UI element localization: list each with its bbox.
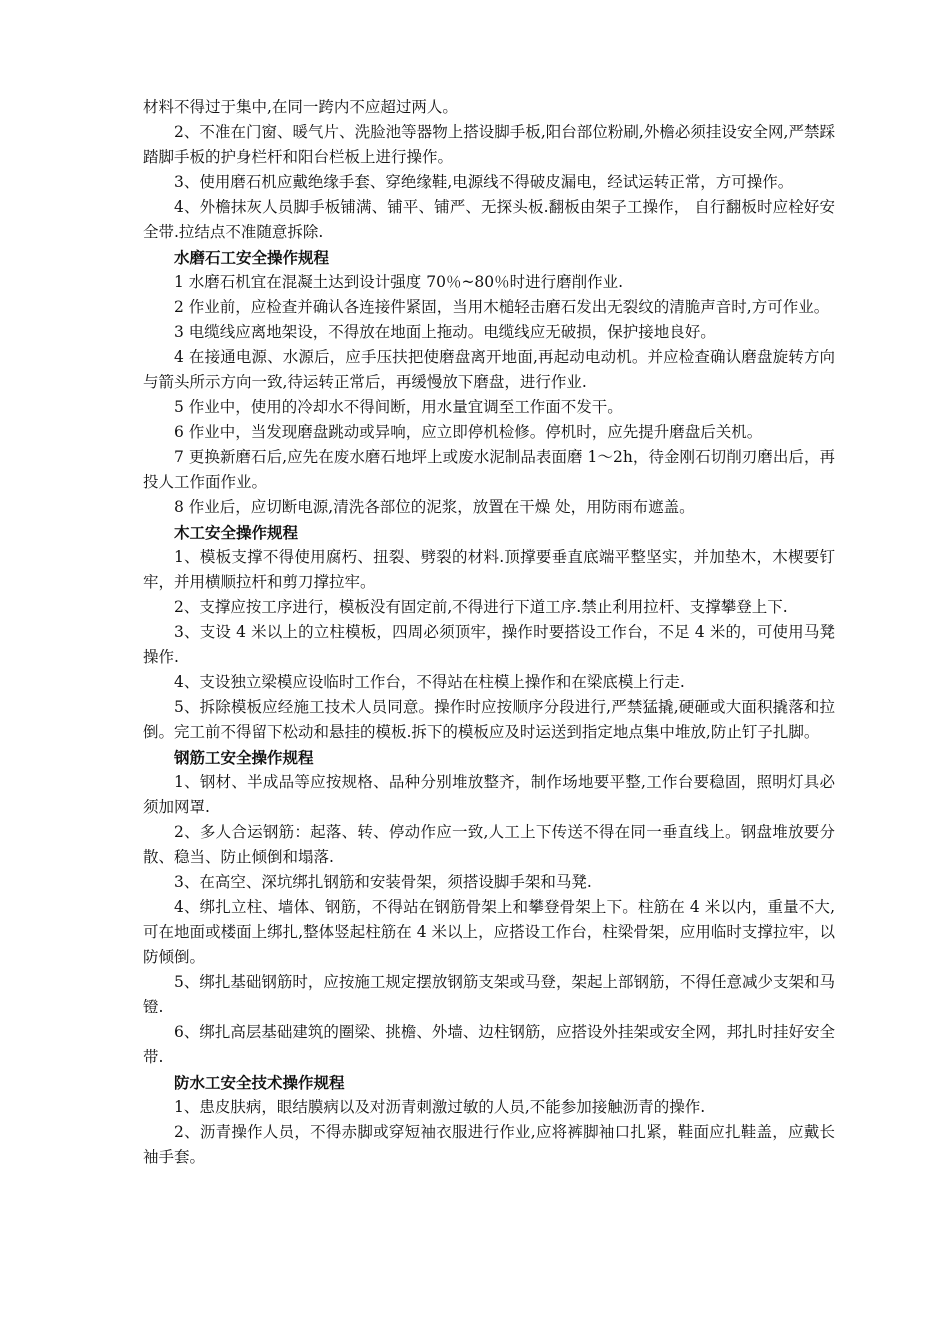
lead-item: 4、外檐抹灰人员脚手板铺满、铺平、铺严、无探头板.翻板由架子工操作， 自行翻板时应栓好安全带.拉结点不准随意拆除. bbox=[143, 198, 835, 241]
carpentry-item: 4、支设独立梁模应设临时工作台，不得站在柱模上操作和在梁底模上行走. bbox=[174, 673, 685, 691]
carpentry-item: 2、支撑应按工序进行，模板没有固定前,不得进行下道工序.禁止利用拉杆、支撑攀登上下. bbox=[174, 598, 788, 616]
terrazzo-item: 3 电缆线应离地架设，不得放在地面上拖动。电缆线应无破损，保护接地良好。 bbox=[174, 323, 716, 341]
section-title-rebar: 钢筋工安全操作规程 bbox=[174, 748, 314, 767]
lead-item: 3、使用磨石机应戴绝缘手套、穿绝缘鞋,电源线不得破皮漏电，经试运转正常，方可操作。 bbox=[174, 173, 794, 191]
rebar-item: 1、钢材、半成品等应按规格、品种分别堆放整齐，制作场地要平整,工作台要稳固，照明灯具必须加网罩. bbox=[143, 773, 835, 816]
rebar-item: 3、在高空、深坑绑扎钢筋和安装骨架，须搭设脚手架和马凳. bbox=[174, 873, 592, 891]
section-title-terrazzo: 水磨石工安全操作规程 bbox=[174, 248, 330, 267]
terrazzo-item: 2 作业前，应检查并确认各连接件紧固，当用木槌轻击磨石发出无裂纹的清脆声音时,方可作业。 bbox=[174, 298, 830, 316]
document-body bbox=[143, 95, 835, 1170]
rebar-item: 4、绑扎立柱、墙体、钢筋，不得站在钢筋骨架上和攀登骨架上下。柱筋在 4 米以内，重量不大,可在地面或楼面上绑扎,整体竖起柱筋在 4 米以上，应搭设工作台，柱梁骨架，应用临时支撑拉牢，以防倾倒。 bbox=[143, 898, 835, 966]
waterproofing-item: 2、沥青操作人员，不得赤脚或穿短袖衣服进行作业,应将裤脚袖口扎紧，鞋面应扎鞋盖，应戴长袖手套。 bbox=[143, 1123, 835, 1166]
terrazzo-item: 7 更换新磨石后,应先在废水磨石地坪上或废水泥制品表面磨 1～2h，待金刚石切削刃磨出后，再投人工作面作业。 bbox=[143, 448, 835, 491]
section-title-waterproofing: 防水工安全技术操作规程 bbox=[174, 1073, 345, 1092]
rebar-item: 6、绑扎高层基础建筑的圈梁、挑檐、外墙、边柱钢筋，应搭设外挂架或安全网，邦扎时挂好安全带. bbox=[143, 1023, 835, 1066]
carpentry-item: 1、模板支撑不得使用腐朽、扭裂、劈裂的材料.顶撑要垂直底端平整坚实，并加垫木，木楔要钉牢，并用横顺拉杆和剪刀撑拉牢。 bbox=[143, 548, 835, 591]
waterproofing-item: 1、患皮肤病，眼结膜病以及对沥青刺激过敏的人员,不能参加接触沥青的操作. bbox=[174, 1098, 706, 1116]
lead-paragraph: 材料不得过于集中,在同一跨内不应超过两人。 bbox=[143, 98, 458, 116]
terrazzo-item: 6 作业中，当发现磨盘跳动或异响，应立即停机检修。停机时，应先提升磨盘后关机。 bbox=[174, 423, 763, 441]
carpentry-item: 5、拆除模板应经施工技术人员同意。操作时应按顺序分段进行,严禁猛撬,硬砸或大面积撬落和拉倒。完工前不得留下松动和悬挂的模板.拆下的模板应及时运送到指定地点集中堆放,防止钉子扎脚。 bbox=[143, 698, 835, 741]
terrazzo-item: 4 在接通电源、水源后，应手压扶把使磨盘离开地面,再起动电动机。并应检查确认磨盘旋转方向与箭头所示方向一致,待运转正常后，再缓慢放下磨盘，进行作业. bbox=[143, 348, 835, 391]
rebar-item: 2、多人合运钢筋：起落、转、停动作应一致,人工上下传送不得在同一垂直线上。钢盘堆放要分散、稳当、防止倾倒和塌落. bbox=[143, 823, 835, 866]
terrazzo-item: 1 水磨石机宜在混凝土达到设计强度 70％~80％时进行磨削作业. bbox=[174, 273, 624, 291]
carpentry-item: 3、支设 4 米以上的立柱模板，四周必须顶牢，操作时要搭设工作台，不足 4 米的，可使用马凳操作. bbox=[143, 623, 835, 666]
lead-item: 2、不准在门窗、暖气片、洗脸池等器物上搭设脚手板,阳台部位粉刷,外檐必须挂设安全网,严禁踩踏脚手板的护身栏杆和阳台栏板上进行操作。 bbox=[143, 123, 835, 166]
terrazzo-item: 8 作业后，应切断电源,清洗各部位的泥浆，放置在干燥 处，用防雨布遮盖。 bbox=[174, 498, 695, 516]
terrazzo-item: 5 作业中，使用的冷却水不得间断，用水量宜调至工作面不发干。 bbox=[174, 398, 623, 416]
rebar-item: 5、绑扎基础钢筋时，应按施工规定摆放钢筋支架或马登，架起上部钢筋，不得任意减少支架和马镫. bbox=[143, 973, 835, 1016]
section-title-carpentry: 木工安全操作规程 bbox=[174, 523, 299, 542]
